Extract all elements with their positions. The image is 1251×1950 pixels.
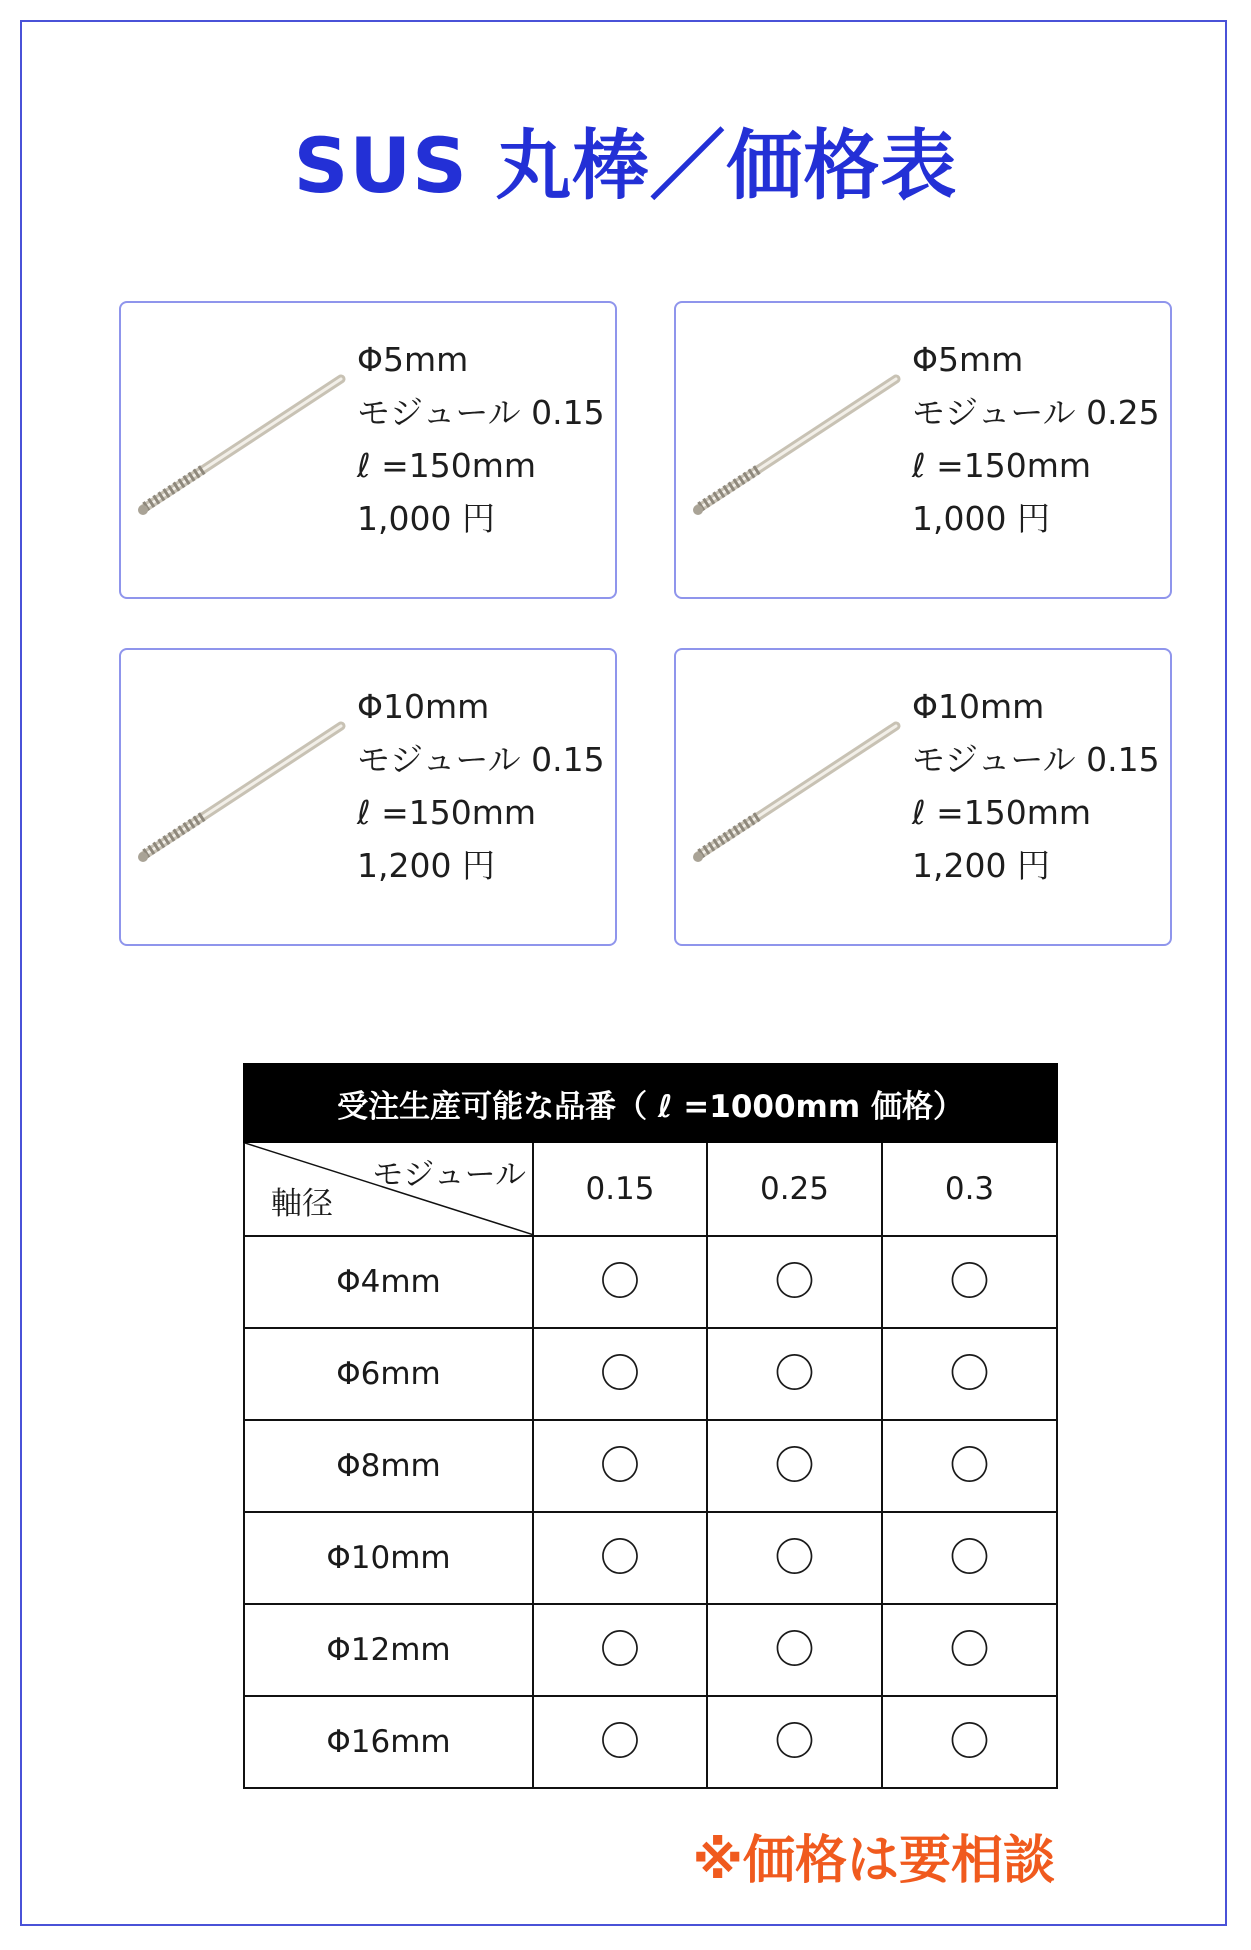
row-label: Φ16mm — [244, 1696, 533, 1788]
corner-label-module: モジュール — [372, 1157, 526, 1193]
available-mark: 〇 — [600, 1626, 640, 1673]
product-module: モジュール 0.25 — [912, 393, 1160, 432]
gear-rod-image — [135, 716, 351, 876]
gear-rod-image — [690, 716, 906, 876]
row-label: Φ4mm — [244, 1236, 533, 1328]
row-label: Φ6mm — [244, 1328, 533, 1420]
available-mark: 〇 — [600, 1442, 640, 1489]
product-length: ℓ =150mm — [912, 793, 1092, 832]
corner-label-diameter: 軸径 — [271, 1186, 333, 1222]
column-header: 0.3 — [882, 1142, 1057, 1236]
product-card — [674, 301, 1172, 599]
product-info — [357, 333, 605, 545]
available-mark: 〇 — [600, 1350, 640, 1397]
column-header: 0.25 — [707, 1142, 882, 1236]
table-row — [244, 1236, 1057, 1328]
column-header: 0.15 — [533, 1142, 707, 1236]
available-mark: 〇 — [949, 1442, 990, 1489]
page-title: SUS 丸棒／価格表 — [293, 121, 958, 210]
available-mark: 〇 — [774, 1350, 815, 1397]
available-mark: 〇 — [949, 1718, 990, 1765]
available-mark: 〇 — [949, 1626, 990, 1673]
available-mark: 〇 — [774, 1258, 815, 1305]
product-diameter: Φ10mm — [912, 687, 1045, 726]
product-card — [119, 301, 617, 599]
available-mark: 〇 — [774, 1718, 815, 1765]
table-row — [244, 1328, 1057, 1420]
product-length: ℓ =150mm — [357, 446, 537, 485]
product-info — [357, 680, 605, 892]
table-row — [244, 1696, 1057, 1788]
table-header-row — [244, 1142, 1057, 1236]
row-label: Φ10mm — [244, 1512, 533, 1604]
product-module: モジュール 0.15 — [357, 740, 605, 779]
gear-rod-image — [690, 369, 906, 529]
product-info — [912, 333, 1160, 545]
table-row — [244, 1604, 1057, 1696]
corner-cell — [244, 1142, 533, 1236]
table-row — [244, 1420, 1057, 1512]
available-mark: 〇 — [949, 1350, 990, 1397]
availability-table — [243, 1063, 1058, 1789]
product-price: 1,000 円 — [912, 499, 1050, 538]
product-module: モジュール 0.15 — [912, 740, 1160, 779]
product-card — [674, 648, 1172, 946]
product-length: ℓ =150mm — [912, 446, 1092, 485]
price-consult-note: ※価格は要相談 — [692, 1831, 1055, 1891]
product-card — [119, 648, 617, 946]
product-price: 1,000 円 — [357, 499, 495, 538]
product-info — [912, 680, 1160, 892]
available-mark: 〇 — [774, 1534, 815, 1581]
available-mark: 〇 — [600, 1534, 640, 1581]
product-diameter: Φ10mm — [357, 687, 490, 726]
row-label: Φ12mm — [244, 1604, 533, 1696]
product-price: 1,200 円 — [357, 846, 495, 885]
table-row — [244, 1512, 1057, 1604]
available-mark: 〇 — [949, 1534, 990, 1581]
product-price: 1,200 円 — [912, 846, 1050, 885]
available-mark: 〇 — [949, 1258, 990, 1305]
available-mark: 〇 — [600, 1258, 640, 1305]
product-diameter: Φ5mm — [357, 340, 469, 379]
available-mark: 〇 — [774, 1626, 815, 1673]
table-heading: 受注生産可能な品番（ ℓ =1000mm 価格） — [244, 1064, 1057, 1142]
product-diameter: Φ5mm — [912, 340, 1024, 379]
product-module: モジュール 0.15 — [357, 393, 605, 432]
row-label: Φ8mm — [244, 1420, 533, 1512]
gear-rod-image — [135, 369, 351, 529]
available-mark: 〇 — [600, 1718, 640, 1765]
available-mark: 〇 — [774, 1442, 815, 1489]
product-length: ℓ =150mm — [357, 793, 537, 832]
